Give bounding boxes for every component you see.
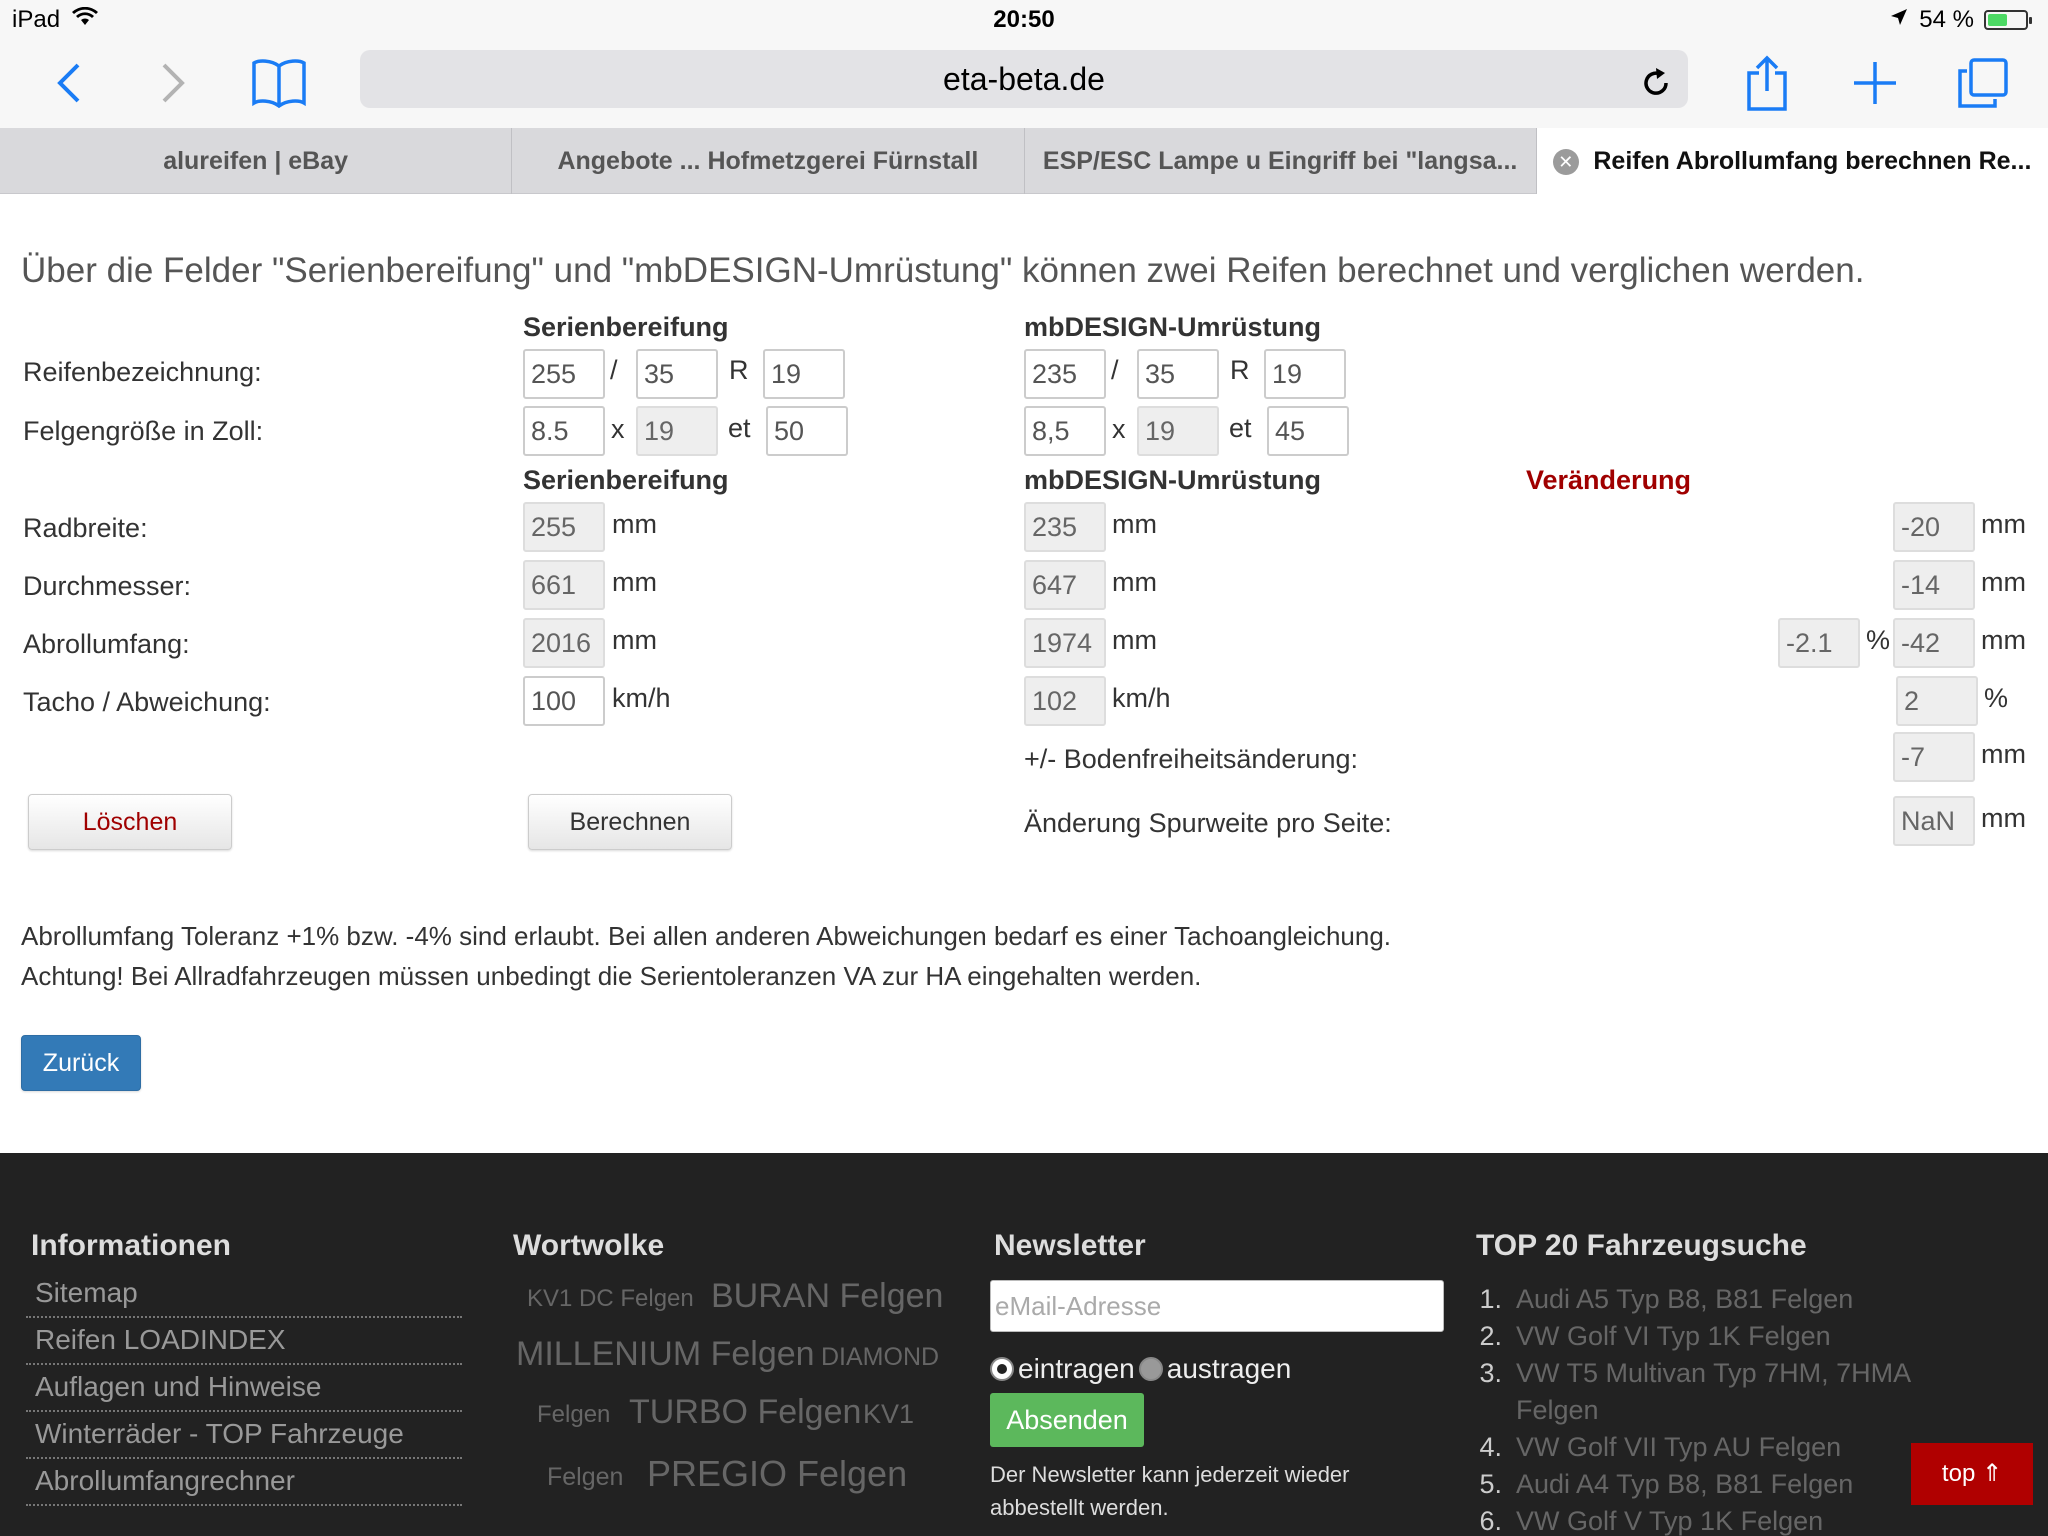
back-arrow-icon[interactable] [36, 50, 102, 116]
top20-list [1468, 1281, 1928, 1536]
col-head-change: Veränderung [1526, 465, 1692, 495]
scroll-top-button[interactable]: top ⇑ [1911, 1443, 2033, 1505]
cloud-word[interactable]: MILLENIUM Felgen [516, 1335, 815, 1373]
sep-x: x [611, 414, 625, 444]
top20-num: 6. [1479, 1506, 1502, 1536]
sep-r: R [1230, 355, 1250, 385]
serie-ratio-input[interactable]: 35 [636, 349, 718, 399]
change-spur-field: NaN [1893, 796, 1975, 846]
cloud-word[interactable]: TURBO Felgen [629, 1393, 862, 1431]
top20-num: 5. [1479, 1469, 1502, 1499]
change-durchmesser-field: -14 [1893, 560, 1975, 610]
unit-percent: % [1866, 625, 1891, 655]
close-tab-icon[interactable]: ✕ [1553, 149, 1579, 175]
label-radbreite: Radbreite: [23, 513, 148, 543]
serie-width-input[interactable]: 255 [523, 349, 605, 399]
cloud-word[interactable]: PREGIO Felgen [647, 1453, 908, 1494]
tab-reifen-label: Reifen Abrollumfang berechnen Re... [1593, 147, 2032, 175]
unit-mm: mm [1981, 625, 2026, 655]
intro-text: Über die Felder "Serienbereifung" und "mbDESIGN-Umrüstung" können zwei Reifen berechnet und verglichen werden. [21, 251, 1865, 290]
top20-num: 1. [1479, 1284, 1502, 1314]
tab-bar [0, 128, 2048, 194]
serie-rim-size-field: 19 [636, 406, 718, 456]
serie-rim-width-input[interactable]: 8.5 [523, 406, 605, 456]
cloud-word[interactable]: KV1 DC Felgen [527, 1285, 694, 1312]
label-durchmesser: Durchmesser: [23, 571, 192, 601]
top20-link[interactable]: VW Golf VI Typ 1K Felgen [1516, 1321, 1831, 1351]
unit-mm: mm [1981, 509, 2026, 539]
mb-rim-input[interactable]: 19 [1264, 349, 1346, 399]
newsletter-send-button[interactable]: Absenden [990, 1393, 1144, 1447]
serie-rim-input[interactable]: 19 [763, 349, 845, 399]
top20-item[interactable] [1468, 1355, 1928, 1429]
forward-arrow-icon[interactable] [140, 50, 206, 116]
unit-mm: mm [1981, 567, 2026, 597]
browser-toolbar [0, 40, 2048, 128]
battery-icon [1984, 10, 2028, 30]
clear-button[interactable]: Löschen [28, 794, 232, 850]
change-abrollumfang-pct-field: -2.1 [1778, 618, 1860, 668]
newsletter-note: Der Newsletter kann jederzeit wieder abbestellt werden. [990, 1462, 1350, 1520]
status-bar [0, 0, 2048, 40]
sep-r: R [729, 355, 749, 385]
clock: 20:50 [993, 6, 1055, 33]
tab-esp[interactable]: ESP/ESC Lampe u Eingriff bei "langsa... [1025, 128, 1537, 194]
mb-rim-width-input[interactable]: 8,5 [1024, 406, 1106, 456]
battery-fill [1988, 14, 2007, 26]
footer-info-title: Informationen [31, 1229, 231, 1262]
address-bar[interactable] [360, 50, 1688, 108]
footer [0, 1153, 2048, 1536]
unsubscribe-radio[interactable] [1139, 1357, 1163, 1381]
unit-mm: mm [1112, 567, 1157, 597]
device-name: iPad [12, 6, 61, 33]
info-link-auflagen[interactable]: Auflagen und Hinweise [26, 1365, 462, 1412]
sep-x: x [1112, 414, 1126, 444]
cloud-word[interactable]: DIAMOND [821, 1343, 940, 1371]
back-button[interactable]: Zurück [21, 1035, 141, 1091]
unit-mm: mm [612, 567, 657, 597]
location-icon [1889, 6, 1909, 34]
top20-num: 4. [1479, 1432, 1502, 1462]
unit-kmh: km/h [1112, 683, 1171, 713]
label-felge: Felgengröße in Zoll: [23, 416, 264, 446]
label-abrollumfang: Abrollumfang: [23, 629, 190, 659]
cloud-word[interactable]: BURAN Felgen [711, 1277, 944, 1315]
calculate-button[interactable]: Berechnen [528, 794, 732, 850]
cloud-word[interactable]: KV1 [863, 1399, 915, 1429]
unit-mm: mm [612, 625, 657, 655]
info-link-sitemap[interactable]: Sitemap [26, 1271, 462, 1318]
top20-link[interactable]: VW Golf VII Typ AU Felgen [1516, 1432, 1842, 1462]
sep-et: et [728, 413, 751, 443]
top20-item[interactable] [1468, 1318, 1928, 1355]
battery-percent: 54 % [1919, 6, 1974, 33]
col-head-mb-2: mbDESIGN-Umrüstung [1024, 465, 1321, 495]
sep-et: et [1229, 413, 1252, 443]
label-reifen: Reifenbezeichnung: [23, 357, 262, 387]
top20-num: 3. [1479, 1358, 1502, 1388]
unsubscribe-label: austragen [1166, 1353, 1292, 1384]
newsletter-options [990, 1353, 1291, 1385]
footer-cloud-title: Wortwolke [513, 1229, 665, 1262]
info-link-winterraeder[interactable]: Winterräder - TOP Fahrzeuge [26, 1412, 462, 1459]
tab-hofmetzgerei[interactable]: Angebote ... Hofmetzgerei Fürnstall [512, 128, 1024, 194]
label-tacho: Tacho / Abweichung: [23, 687, 271, 717]
label-boden: +/- Bodenfreiheitsänderung: [1024, 744, 1358, 774]
change-boden-field: -7 [1893, 732, 1975, 782]
top20-link[interactable]: Audi A5 Typ B8, B81 Felgen [1516, 1284, 1854, 1314]
info-list [26, 1271, 462, 1506]
sep-slash: / [610, 355, 618, 385]
cloud-word[interactable]: Felgen [547, 1463, 624, 1491]
info-link-loadindex[interactable]: Reifen LOADINDEX [26, 1318, 462, 1365]
footer-newsletter-title: Newsletter [994, 1229, 1146, 1262]
awd-note: Achtung! Bei Allradfahrzeugen müssen unbedingt die Serientoleranzen VA zur HA eingehalten werden. [21, 961, 1202, 991]
subscribe-radio[interactable] [990, 1357, 1014, 1381]
cloud-word[interactable]: Felgen [537, 1401, 611, 1428]
change-abrollumfang-field: -42 [1893, 618, 1975, 668]
mb-radbreite-field: 235 [1024, 502, 1106, 552]
tab-ebay[interactable]: alureifen | eBay [0, 128, 512, 194]
mb-rim-size-field: 19 [1137, 406, 1219, 456]
mb-ratio-input[interactable]: 35 [1137, 349, 1219, 399]
bookmarks-icon[interactable] [246, 50, 312, 116]
top20-item[interactable] [1468, 1429, 1928, 1466]
unit-mm: mm [1981, 739, 2026, 769]
mb-abrollumfang-field: 1974 [1024, 618, 1106, 668]
reload-icon[interactable] [1638, 61, 1674, 97]
mb-width-input[interactable]: 235 [1024, 349, 1106, 399]
serie-tacho-input[interactable]: 100 [523, 676, 605, 726]
col-head-serie: Serienbereifung [523, 312, 729, 342]
newsletter-email-input[interactable]: eMail-Adresse [990, 1280, 1444, 1332]
page-content [0, 195, 2048, 1153]
info-link-abrollumfang[interactable]: Abrollumfangrechner [26, 1459, 462, 1506]
sep-slash: / [1111, 355, 1119, 385]
top20-link[interactable]: VW T5 Multivan Typ 7HM, 7HMA Felgen [1516, 1358, 1910, 1425]
top20-num: 2. [1479, 1321, 1502, 1351]
unit-mm: mm [1112, 625, 1157, 655]
mb-et-input[interactable]: 45 [1267, 406, 1349, 456]
mb-durchmesser-field: 647 [1024, 560, 1106, 610]
subscribe-label: eintragen [1018, 1353, 1135, 1384]
top20-item[interactable] [1468, 1466, 1928, 1503]
serie-abrollumfang-field: 2016 [523, 618, 605, 668]
change-tacho-field: 2 [1896, 676, 1978, 726]
serie-durchmesser-field: 661 [523, 560, 605, 610]
col-head-serie-2: Serienbereifung [523, 465, 729, 495]
unit-percent: % [1984, 683, 2009, 713]
top20-item[interactable] [1468, 1281, 1928, 1318]
footer-top20-title: TOP 20 Fahrzeugsuche [1476, 1229, 1807, 1262]
top20-item[interactable] [1468, 1503, 1928, 1536]
tolerance-note: Abrollumfang Toleranz +1% bzw. -4% sind erlaubt. Bei allen anderen Abweichungen bedarf es einer Tachoangleichung. [21, 921, 1392, 951]
unit-mm: mm [612, 509, 657, 539]
status-right [1889, 6, 2028, 34]
unit-mm: mm [1981, 803, 2026, 833]
top20-link[interactable]: Audi A4 Typ B8, B81 Felgen [1516, 1469, 1854, 1499]
serie-radbreite-field: 255 [523, 502, 605, 552]
tab-reifen[interactable] [1537, 128, 2048, 194]
url-text: eta-beta.de [943, 61, 1105, 97]
top20-link[interactable]: VW Golf V Typ 1K Felgen [1516, 1506, 1824, 1536]
new-tab-icon[interactable] [1842, 50, 1908, 116]
share-icon[interactable] [1734, 50, 1800, 116]
col-head-mb: mbDESIGN-Umrüstung [1024, 312, 1321, 342]
tabs-overview-icon[interactable] [1950, 50, 2016, 116]
mb-tacho-field: 102 [1024, 676, 1106, 726]
change-radbreite-field: -20 [1893, 502, 1975, 552]
unit-mm: mm [1112, 509, 1157, 539]
unit-kmh: km/h [612, 683, 671, 713]
serie-et-input[interactable]: 50 [766, 406, 848, 456]
label-spur: Änderung Spurweite pro Seite: [1024, 808, 1392, 838]
